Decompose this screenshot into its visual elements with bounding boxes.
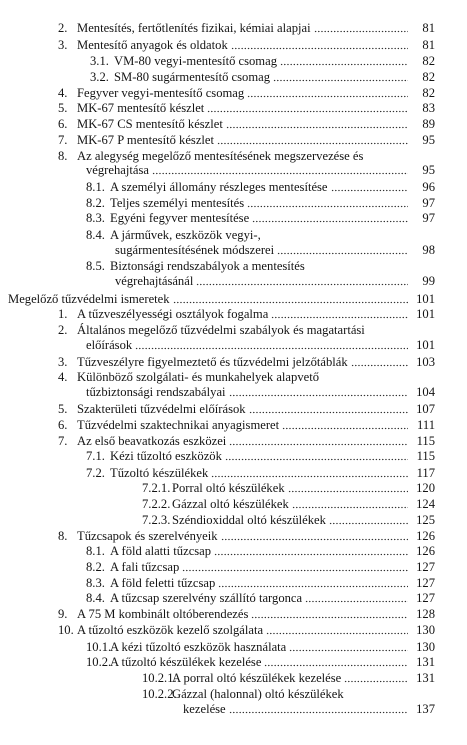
dot-leader	[214, 553, 408, 556]
toc-entry	[183, 700, 435, 717]
entry-number: 3.2.	[90, 70, 109, 84]
dot-leader	[351, 364, 408, 367]
page-number: 83	[422, 101, 435, 115]
page-number: 101	[416, 307, 435, 321]
page-number: 127	[416, 560, 435, 574]
entry-title: Fegyver vegyi-mentesítő csomag	[77, 86, 245, 100]
entry-title: végrehajtása	[86, 163, 149, 177]
entry-number: 4.	[58, 370, 68, 384]
toc-entry	[58, 99, 435, 116]
dot-leader	[314, 30, 408, 33]
entry-number: 7.2.	[86, 466, 105, 480]
entry-title: előírások	[86, 338, 133, 352]
entry-title: Az alegység megelőző mentesítésének megszervezése és	[77, 149, 364, 163]
toc-entry	[90, 52, 435, 69]
toc-entry	[58, 621, 435, 638]
dot-leader	[226, 126, 408, 129]
dot-leader	[271, 316, 408, 319]
page-number: 126	[416, 529, 435, 543]
dot-leader	[249, 411, 408, 414]
page-number: 82	[422, 70, 435, 84]
page-number: 101	[416, 338, 435, 352]
entry-number: 8.	[58, 149, 68, 163]
page-number: 99	[422, 274, 435, 288]
entry-number: 5.	[58, 101, 68, 115]
page-number: 82	[422, 54, 435, 68]
entry-title: MK-67 P mentesítő készlet	[77, 133, 214, 147]
page-number: 81	[422, 21, 435, 35]
entry-number: 10.2.2.	[142, 687, 177, 701]
entry-number: 3.1.	[90, 54, 109, 68]
entry-number: 8.4.	[86, 228, 105, 242]
entry-title: Széndioxiddal oltó készülékek	[172, 513, 326, 527]
page-number: 115	[416, 449, 435, 463]
toc-entry	[58, 305, 435, 322]
page-number: 98	[422, 243, 435, 257]
dot-leader	[173, 301, 408, 304]
dot-leader	[182, 569, 408, 572]
entry-number: 7.	[58, 434, 68, 448]
entry-number: 10.1.	[86, 640, 112, 654]
entry-number: 8.1.	[86, 180, 105, 194]
dot-leader	[247, 205, 408, 208]
page-number: 127	[416, 591, 435, 605]
page-number: 111	[417, 418, 435, 432]
toc-entry	[58, 400, 435, 417]
entry-number: 8.3.	[86, 211, 105, 225]
entry-number: 8.	[58, 529, 68, 543]
entry-title: Kézi tűzoltó eszközök	[110, 449, 222, 463]
dot-leader	[277, 252, 408, 255]
entry-title: Tűzoltó készülékek	[110, 466, 209, 480]
toc-entry	[86, 209, 435, 226]
entry-title: Mentesítés, fertőtlenítés fizikai, kémiai alapjai	[77, 21, 311, 35]
entry-number: 3.	[58, 38, 68, 52]
entry-title: Tűzvédelmi szaktechnikai anyagismeret	[77, 418, 280, 432]
entry-title: A személyi állomány részleges mentesítése	[110, 180, 328, 194]
dot-leader	[225, 458, 408, 461]
entry-number: 7.2.3.	[142, 513, 171, 527]
page-number: 131	[416, 671, 435, 685]
entry-title: Általános megelőző tűzvédelmi szabályok és magatartási	[77, 323, 365, 337]
dot-leader	[288, 490, 408, 493]
entry-number: 4.	[58, 86, 68, 100]
dot-leader	[221, 538, 408, 541]
toc-entry	[142, 669, 435, 686]
entry-number: 6.	[58, 418, 68, 432]
page-number: 128	[416, 607, 435, 621]
entry-title: Porral oltó készülékek	[172, 481, 285, 495]
dot-leader	[292, 506, 408, 509]
entry-number: 6.	[58, 117, 68, 131]
toc-entry	[58, 416, 435, 433]
toc-entry	[142, 495, 435, 512]
page-number: 97	[422, 196, 435, 210]
dot-leader	[229, 711, 408, 714]
dot-leader	[264, 664, 408, 667]
page-number: 107	[416, 402, 435, 416]
entry-number: 7.1.	[86, 449, 105, 463]
entry-title: Különböző szolgálati- és munkahelyek alapvető	[77, 370, 320, 384]
page-number: 117	[416, 466, 435, 480]
entry-title: Az első beavatkozás eszközei	[77, 434, 227, 448]
entry-title: A tűzoltó készülékek kezelése	[110, 655, 262, 669]
page-number: 126	[416, 544, 435, 558]
toc-entry	[58, 115, 435, 132]
entry-number: 9.	[58, 607, 68, 621]
toc-entry	[58, 605, 435, 622]
entry-title: A tűzveszélyességi osztályok fogalma	[77, 307, 269, 321]
page-number: 81	[422, 38, 435, 52]
entry-title: A porral oltó készülékek kezelése	[172, 671, 342, 685]
page-number: 124	[416, 497, 435, 511]
dot-leader	[251, 616, 408, 619]
entry-title: A tűzoltó eszközök kezelő szolgálata	[77, 623, 264, 637]
page-number: 131	[416, 655, 435, 669]
toc-entry	[142, 511, 435, 528]
dot-leader	[329, 522, 408, 525]
toc-entry	[86, 558, 435, 575]
page-number: 95	[422, 163, 435, 177]
toc-entry	[142, 479, 435, 496]
dot-leader	[344, 680, 408, 683]
entry-title: A járművek, eszközök vegyi-,	[110, 228, 261, 242]
page-number: 103	[416, 355, 435, 369]
toc-entry	[86, 178, 435, 195]
entry-title: Gázzal oltó készülékek	[172, 497, 289, 511]
toc-entry	[86, 447, 435, 464]
dot-leader	[196, 283, 408, 286]
entry-title: A föld feletti tűzcsap	[110, 576, 216, 590]
toc-entry	[115, 272, 435, 289]
dot-leader	[252, 220, 408, 223]
dot-leader	[207, 110, 408, 113]
dot-leader	[217, 142, 408, 145]
entry-title: A 75 M kombinált oltóberendezés	[77, 607, 249, 621]
entry-number: 7.2.1.	[142, 481, 171, 495]
toc-entry	[86, 336, 435, 353]
toc-entry	[86, 383, 435, 400]
dot-leader	[231, 47, 408, 50]
entry-number: 8.1.	[86, 544, 105, 558]
page-number: 127	[416, 576, 435, 590]
page-number: 130	[416, 640, 435, 654]
dot-leader	[229, 443, 408, 446]
entry-number: 5.	[58, 402, 68, 416]
dot-leader	[273, 79, 408, 82]
entry-title: sugármentesítésének módszerei	[115, 243, 275, 257]
entry-number: 8.2.	[86, 196, 105, 210]
dot-leader	[152, 172, 408, 175]
entry-title: A tűzcsap szerelvény szállító targonca	[110, 591, 303, 605]
entry-number: 7.2.2.	[142, 497, 171, 511]
toc-entry	[115, 241, 435, 258]
entry-title: Szakterületi tűzvédelmi előírások	[77, 402, 246, 416]
page-number: 130	[416, 623, 435, 637]
entry-title: Tűzcsapok és szerelvényeik	[77, 529, 218, 543]
page-number: 104	[416, 385, 435, 399]
entry-title: Mentesítő anyagok és oldatok	[77, 38, 228, 52]
dot-leader	[282, 427, 408, 430]
toc-entry	[86, 161, 435, 178]
entry-title: SM-80 sugármentesítő csomag	[114, 70, 271, 84]
page-number: 115	[416, 434, 435, 448]
page-number: 137	[416, 702, 435, 716]
dot-leader	[247, 95, 408, 98]
entry-number: 3.	[58, 355, 68, 369]
toc-entry	[86, 542, 435, 559]
dot-leader	[305, 600, 408, 603]
dot-leader	[280, 63, 408, 66]
page-number: 101	[416, 292, 435, 306]
toc-entry	[86, 653, 435, 670]
entry-title: tűzbiztonsági rendszabályai	[86, 385, 226, 399]
toc-entry	[58, 19, 435, 36]
entry-title: végrehajtásánál	[115, 274, 194, 288]
entry-title: A kézi tűzoltó eszközök használata	[110, 640, 287, 654]
page-number: 97	[422, 211, 435, 225]
entry-title: Tűzveszélyre figyelmeztető és tűzvédelmi jelzőtáblák	[77, 355, 348, 369]
entry-number: 1.	[58, 307, 68, 321]
entry-number: 8.5.	[86, 259, 105, 273]
toc-entry	[58, 131, 435, 148]
page-number: 120	[416, 481, 435, 495]
page-number: 125	[416, 513, 435, 527]
entry-number: 7.	[58, 133, 68, 147]
dot-leader	[229, 394, 408, 397]
dot-leader	[289, 649, 408, 652]
entry-title: VM-80 vegyi-mentesítő csomag	[114, 54, 277, 68]
entry-title: Biztonsági rendszabályok a mentesítés	[110, 259, 305, 273]
entry-number: 8.3.	[86, 576, 105, 590]
entry-number: 2.	[58, 21, 68, 35]
entry-title: A föld alatti tűzcsap	[110, 544, 212, 558]
entry-number: 10.	[58, 623, 74, 637]
dot-leader	[211, 475, 408, 478]
toc-entry	[86, 589, 435, 606]
entry-number: 8.2.	[86, 560, 105, 574]
dot-leader	[135, 347, 408, 350]
entry-title: Gázzal (halonnal) oltó készülékek	[172, 687, 344, 701]
entry-title: Megelőző tűzvédelmi ismeretek	[8, 292, 170, 306]
dot-leader	[266, 632, 408, 635]
entry-title: Egyéni fegyver mentesítése	[110, 211, 250, 225]
entry-title: MK-67 CS mentesítő készlet	[77, 117, 223, 131]
entry-title: MK-67 mentesítő készlet	[77, 101, 205, 115]
dot-leader	[218, 585, 408, 588]
page-number: 82	[422, 86, 435, 100]
entry-title: Teljes személyi mentesítés	[110, 196, 245, 210]
page-number: 89	[422, 117, 435, 131]
toc-entry	[90, 68, 435, 85]
entry-number: 8.4.	[86, 591, 105, 605]
toc-entry	[58, 36, 435, 53]
page-number: 95	[422, 133, 435, 147]
page-number: 96	[422, 180, 435, 194]
entry-title: kezelése	[183, 702, 226, 716]
entry-number: 10.2.	[86, 655, 112, 669]
entry-number: 2.	[58, 323, 68, 337]
dot-leader	[331, 189, 408, 192]
entry-title: A fali tűzcsap	[110, 560, 180, 574]
entry-number: 10.2.1.	[142, 671, 177, 685]
